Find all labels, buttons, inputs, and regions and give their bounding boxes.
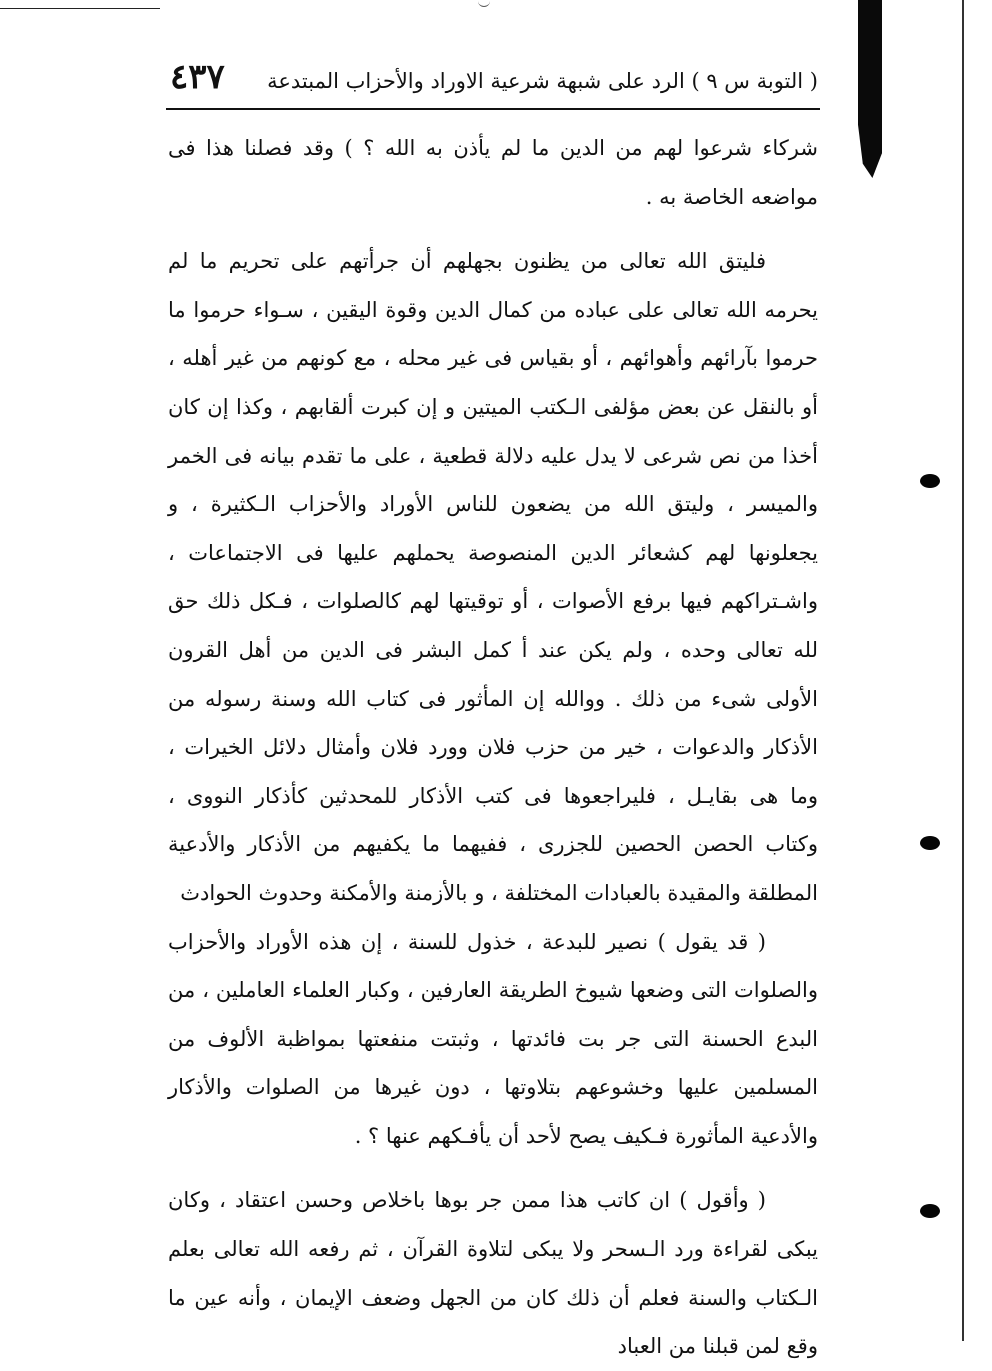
scan-artifact-edge-tab: [858, 0, 882, 178]
scan-artifact-right-edge: [962, 0, 964, 1341]
page-number: ٤٣٧: [170, 57, 225, 97]
punch-hole-mark: [920, 1204, 940, 1218]
punch-hole-mark: [920, 836, 940, 850]
scan-artifact-top-line: [0, 8, 160, 9]
paragraph-continuation: شركاء شرعوا لهم من الدين ما لم يأذن به الله ؟ ) وقد فصلنا هذا فى مواضعه الخاصة به .: [168, 136, 818, 209]
paragraph: فليتق الله تعالى من يظنون بجهلهم أن جرأتهم على تحريم ما لم يحرمه الله تعالى على عباده من كمال الدين وقوة اليقين ، سـواء حرموا ما حرموا بآرائهم وأهوائهم ، أو بقياس فى غير محله ، مع كونهم من غير أهله ، أو بالنقل عن بعض مؤلفى الـكتب الميتين و إن كبرت ألقابهم ، وكذا إن كان أخذا من نص شرعى لا يدل عليه دلالة قطعية ، على ما تقدم بيانه فى الخمر والميسر ، وليتق الله من يضعون للناس الأوراد والأحزاب الـكثيرة ، و يجعلونها لهم كشعائر الدين المنصوصة يحملهم عليها فى الاجتماعات ، واشـتراكهم فيها برفع الأصوات ، أو توقيتها لهم كالصلوات ، فـكل ذلك حق لله تعالى وحده ، ولم يكن عند أ كمل البشر فى الدين من أهل القرون الأولى شىء من ذلك . ووالله إن المأثور فى كتاب الله وسنة رسوله من الأذكار والدعوات ، خير من حزب فلان وورد فلان وأمثال دلائل الخيرات ، وما هى بقايـل ، فليراجعوها فى كتب الأذكار للمحدثين كأذكار النووى ، وكتاب الحصن الحصين للجزرى ، ففيهما ما يكفيهم من الأذكار والأدعية المطلقة والمقيدة بالعبادات المختلفة ، و بالأزمنة والأمكنة وحدوث الحوادث: [168, 249, 818, 905]
paragraph: ( قد يقول ) نصير للبدعة ، خذول للسنة ، إن هذه الأوراد والأحزاب والصلوات التى وضعها شيوخ الطريقة العارفين ، وكبار العلماء العاملين ، من البدع الحسنة التى جر بت فائدتها ، وثبتت منفعتها بمواظبة الألوف من المسلمين عليها وخشوعهم بتلاوتها ، دون غيرها من الصلوات والأذكار والأدعية المأثورة فـكيف يصح لأحد أن يأفـكهم عنها ؟ .: [168, 929, 818, 1148]
punch-hole-mark: [920, 474, 940, 488]
scan-artifact-top-mark: [478, 0, 490, 7]
header-rule: [166, 108, 820, 110]
page-body: [168, 124, 818, 1371]
running-head: ( التوبة س ٩ ) الرد على شبهة شرعية الاوراد والأحزاب المبتدعة: [267, 69, 818, 93]
page-header: [170, 56, 818, 114]
paragraph: ( وأقول ) ان كاتب هذا ممن جر بوها باخلاص وحسن اعتقاد ، وكان يبكى لقراءة ورد الـسحر ولا يبكى لتلاوة القرآن ، ثم رفعه الله تعالى بعلم الـكتاب والسنة فعلم أن ذلك كان من الجهل وضعف الإيمان ، وأنه عين ما وقع لمن قبلنا من العباد: [168, 1188, 818, 1359]
